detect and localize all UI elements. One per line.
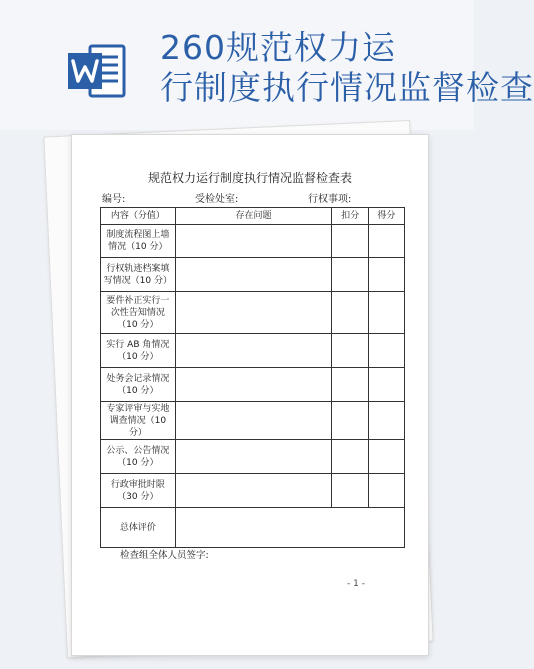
table-row: [101, 402, 405, 440]
score-cell: [368, 292, 404, 334]
score-cell: [368, 402, 404, 440]
overall-evaluation-cell: [175, 508, 404, 548]
row-content-cell: 专家评审与实地调查情况（10 分）: [101, 402, 176, 440]
issues-cell: [175, 225, 332, 258]
deduction-cell: [332, 402, 368, 440]
column-header-issues: 存在问题: [175, 208, 332, 225]
row-content-cell: 总体评价: [101, 508, 176, 548]
row-content-cell: 要件补正实行一次性告知情况（10 分）: [101, 292, 176, 334]
row-content-cell: 公示、公告情况（10 分）: [101, 440, 176, 474]
number-label: 编号:: [102, 194, 126, 205]
column-header-content: 内容（分值）: [101, 208, 176, 225]
inspected-unit-label: 受检处室:: [195, 194, 239, 205]
deduction-cell: [332, 440, 368, 474]
score-cell: [368, 334, 404, 368]
row-content-cell: 行权轨迹档案填写情况（10 分）: [101, 258, 176, 292]
deduction-cell: [332, 334, 368, 368]
deduction-cell: [332, 258, 368, 292]
table-header-row: [101, 208, 405, 225]
page-number: - 1 -: [347, 579, 365, 589]
row-content-cell: 处务会记录情况（10 分）: [101, 368, 176, 402]
power-matter-label: 行权事项:: [308, 194, 352, 205]
issues-cell: [175, 258, 332, 292]
deduction-cell: [332, 225, 368, 258]
issues-cell: [175, 292, 332, 334]
inspection-table: [100, 207, 405, 548]
issues-cell: [175, 402, 332, 440]
deduction-cell: [332, 474, 368, 508]
table-row: [101, 225, 405, 258]
row-content-cell: 实行 AB 角情况（10 分）: [101, 334, 176, 368]
row-content-cell: 制度流程图上墙情况（10 分）: [101, 225, 176, 258]
table-row: [101, 292, 405, 334]
issues-cell: [175, 334, 332, 368]
score-cell: [368, 225, 404, 258]
table-row: [101, 508, 405, 548]
issues-cell: [175, 368, 332, 402]
deduction-cell: [332, 292, 368, 334]
table-row: [101, 334, 405, 368]
issues-cell: [175, 440, 332, 474]
score-cell: [368, 474, 404, 508]
column-header-score: 得分: [368, 208, 404, 225]
table-row: [101, 440, 405, 474]
column-header-deduction: 扣分: [332, 208, 368, 225]
banner: [0, 0, 534, 130]
document-page: [71, 134, 429, 656]
banner-title-line-1: 260规范权力运: [160, 28, 396, 67]
score-cell: [368, 440, 404, 474]
deduction-cell: [332, 368, 368, 402]
word-document-icon: [66, 40, 128, 102]
table-row: [101, 474, 405, 508]
document-title: 规范权力运行制度执行情况监督检查表: [147, 171, 352, 185]
table-row: [101, 368, 405, 402]
banner-title-line-2: 行制度执行情况监督检查: [160, 68, 534, 107]
score-cell: [368, 258, 404, 292]
score-cell: [368, 368, 404, 402]
row-content-cell: 行政审批时限（30 分）: [101, 474, 176, 508]
issues-cell: [175, 474, 332, 508]
table-row: [101, 258, 405, 292]
signature-label: 检查组全体人员签字:: [120, 550, 209, 561]
